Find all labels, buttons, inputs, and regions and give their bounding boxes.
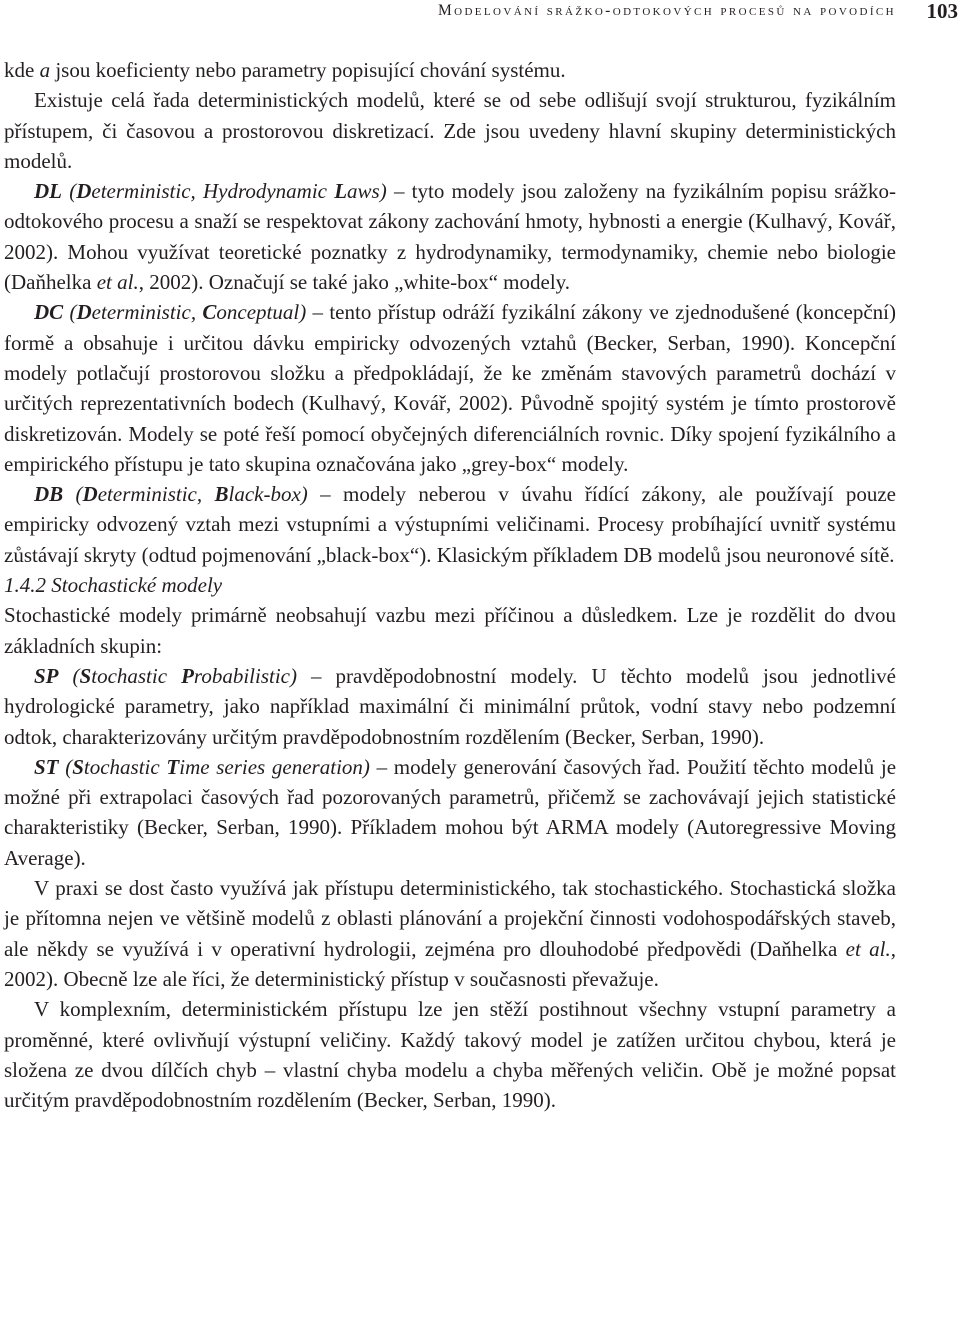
paragraph-sp [4,661,896,752]
bold-letter: S [72,754,84,779]
paragraph-db [4,479,896,570]
term-sp [34,664,297,688]
paragraph-complex: V komplexním, deterministickém přístupu lze jen stěží postihnout všechny vstupní parametry a proměnné, které ovlivňují výstupní veličiny. Každý takový model je zatížen určitou chybou, která je složena ze dvou dílčích chyb – vlastní chyba modelu a chyba měřených veličin. Obě je možné popsat určitým pravděpodobnostním rozdělením (Becker, Serban, 1990). [4,997,896,1113]
page-number: 103 [926,0,958,23]
variable-a: a [39,58,51,82]
et-al: et al. [845,936,891,961]
bold-letter: P [181,663,194,688]
description-dl: – tyto modely jsou založeny na fyzikálním popisu srážko-odtokového procesu a snaží se respektovat zákony zachování hmoty, hybnosti a energie (Kulhavý, Kovář, 2002). Mohou využívat teoretické poznatky z hydrodynamiky, termodynamiky, chemie nebo biologie (Daňhelka [4,179,896,295]
text-fragment: , 2002). Obecně lze ale říci, že deterministický přístup v současnosti převažuje. [4,936,896,991]
section-number: 1.4.2 [4,573,46,598]
abbr-dc: DC [34,300,64,325]
et-al: et al. [96,270,139,295]
term-dl [34,179,387,203]
bold-letter: B [214,482,229,507]
paragraph-stochastic-intro: Stochastické modely primárně neobsahují vazbu mezi příčinou a důsledkem. Lze je rozdělit do dvou základních skupin: [4,603,896,658]
term-part: ime series generation) [179,754,370,779]
section-heading [4,570,896,600]
paragraph-dl [4,176,896,297]
text-fragment: kde [4,58,40,82]
paren: ( [62,179,77,204]
term-part: onceptual) [216,300,307,325]
bold-letter: L [334,179,348,204]
abbr-st: ST [34,754,59,779]
abbr-dl: DL [34,179,62,204]
running-title: Modelování srážko-odtokových procesů na povodích [437,2,896,19]
running-header [0,0,960,24]
bold-letter: D [82,482,98,507]
description-sp: – pravděpodobnostní modely. U těchto modelů jsou jednotlivé hydrologické parametry, jako například maximální či minimální průtok, vodní stavy nebo podzemní odtok, charakterizovány určitým pravděpodobnostním rozdělením (Becker, Serban, 1990). [4,663,897,749]
bold-letter: T [166,754,180,779]
bold-letter: D [76,179,92,204]
bold-letter: C [202,300,217,325]
paragraph-coefficients [4,55,896,85]
term-part: eterministic, [91,300,203,325]
body-text [4,55,896,1115]
term-part: aws) [347,179,387,204]
term-part: tochastic [91,663,182,688]
term-part: eterministic, [97,482,215,507]
paren: ( [58,754,73,779]
section-title: Stochastické modely [51,573,223,598]
description-dl-end: , 2002). Označují se také jako „white-box“ modely. [138,270,571,295]
description-db: – modely neberou v úvahu řídící zákony, ale používají pouze empiricky odvozený vztah mezi vstupními a výstupními veličinami. Procesy probíhající uvnitř systému zůstávají skryty (odtud pojmenování „black-box“). Klasickým příkladem DB modelů jsou neuronové sítě. [4,482,896,567]
term-dc [34,300,306,324]
paragraph-practice [4,873,896,994]
description-st: – modely generování časových řad. Použití těchto modelů je možné při extrapolaci časových řad pozorovaných parametrů, přičemž se zachovávají jejich statistické charakteristiky (Becker, Serban, 1990). Příkladem mohou být ARMA modely (Autoregressive Moving Average). [4,754,897,870]
paragraph-deterministic-intro: Existuje celá řada deterministických modelů, které se od sebe odlišují svojí strukturou, fyzikálním přístupem, či časovou a prostorovou diskretizací. Zde jsou uvedeny hlavní skupiny deterministických modelů. [4,88,896,173]
term-st [34,755,370,779]
text-fragment: jsou koeficienty nebo parametry popisující chování systému. [50,58,566,82]
text-fragment: V praxi se dost často využívá jak přístupu deterministického, tak stochastického. Stochastická složka je přítomna nejen ve většině modelů z oblasti plánování a projekční činnosti vodohospodářských staveb, ale někdy se využívá i v operativní hydrologii, zejména pro dlouhodobé předpovědi (Daňhelka [4,876,896,961]
paragraph-dc [4,297,896,479]
term-part: lack-box) [228,482,308,507]
term-part: tochastic [83,754,167,779]
paragraph-st [4,752,896,873]
term-part: eterministic, Hydrodynamic [91,179,335,204]
abbr-sp: SP [34,663,59,688]
term-db [34,482,308,506]
term-part: robabilistic) [193,663,297,688]
bold-letter: S [79,663,92,688]
paren: ( [58,663,80,688]
paren: ( [63,300,77,325]
paren: ( [63,482,83,507]
bold-letter: D [76,300,92,325]
description-dc: – tento přístup odráží fyzikální zákony ve zjednodušené (koncepční) formě a obsahuje i určitou dávku empiricky odvozených vztahů (Becker, Serban, 1990). Koncepční modely potlačují prostorovou složku a předpokládají, že ke změnám stavových parametrů dochází v určitých reprezentativních bodech (Kulhavý, Kovář, 2002). Původně spojitý systém je tímto prostorově diskretizován. Modely se poté řeší pomocí obyčejných diferenciálních rovnic. Díky spojení fyzikálního a empirického přístupu je tato skupina označována jako „grey-box“ modely. [4,300,896,476]
abbr-db: DB [34,482,64,507]
